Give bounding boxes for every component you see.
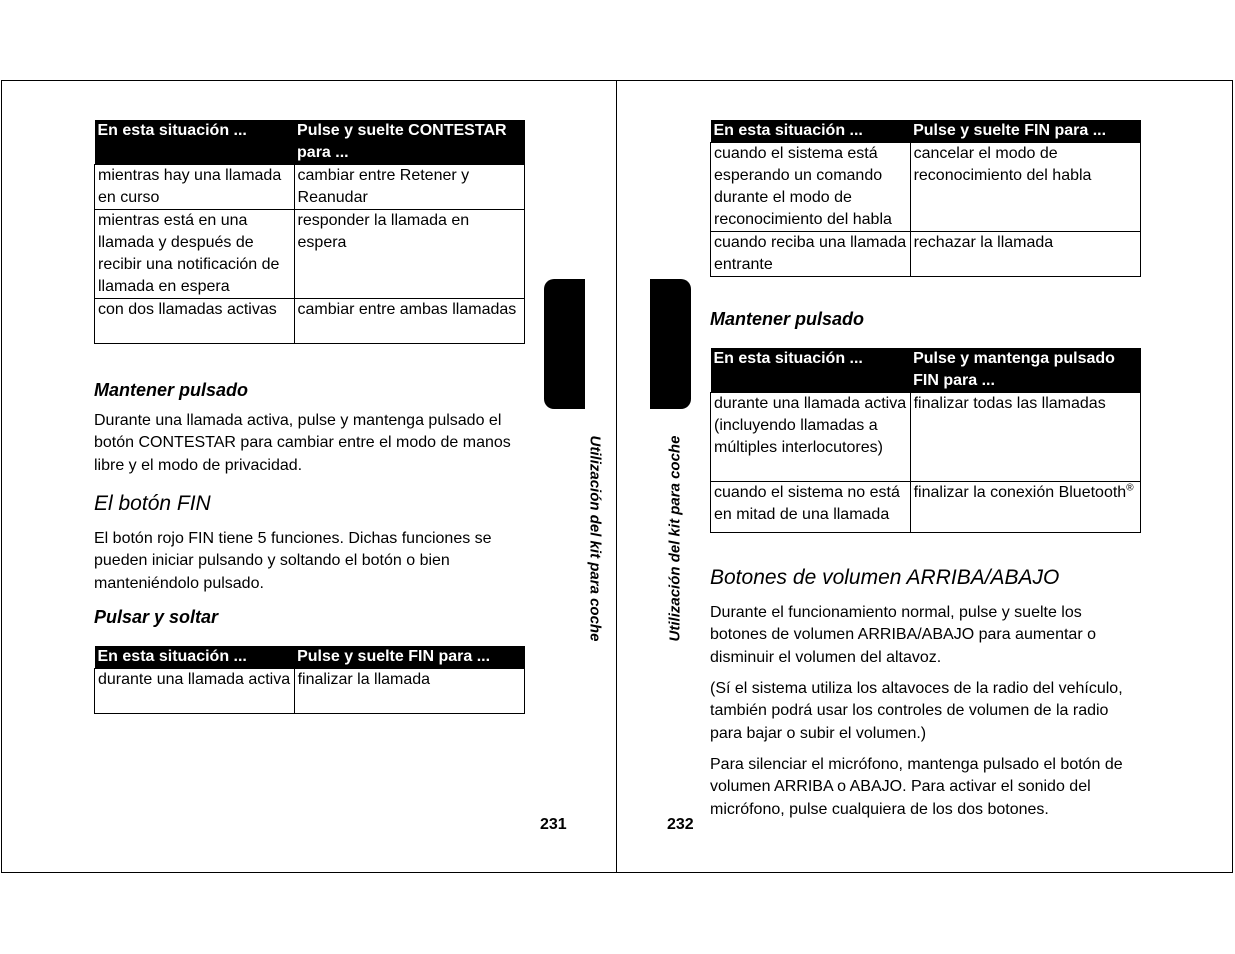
- table-cell: con dos llamadas activas: [95, 299, 295, 344]
- table-row: [711, 232, 1141, 277]
- table-row: [95, 165, 525, 210]
- table-header: En esta situación ...: [95, 646, 295, 669]
- side-label-right: Utilización del kit para coche: [666, 435, 684, 642]
- table-cell: finalizar todas las llamadas: [910, 393, 1140, 482]
- left-table-contestar: [94, 120, 525, 344]
- table-header: En esta situación ...: [711, 348, 911, 393]
- volumen-paragraph-1: Durante el funcionamiento normal, pulse y suelte los botones de volumen ARRIBA/ABAJO para aumentar o disminuir el volumen del altavoz.: [710, 604, 1096, 666]
- page-number-left: 231: [540, 816, 567, 833]
- table-cell: cambiar entre Retener y Reanudar: [294, 165, 524, 210]
- table-row: [95, 210, 525, 299]
- side-label-left: Utilización del kit para coche: [586, 435, 604, 642]
- table-header: Pulse y suelte CONTESTAR para ...: [294, 120, 524, 165]
- mantener-heading: Mantener pulsado: [94, 380, 249, 400]
- table-cell: cuando reciba una llamada entrante: [711, 232, 911, 277]
- right-table-fin: [710, 120, 1141, 277]
- table-header: En esta situación ...: [711, 120, 911, 143]
- section-tab-right: [650, 279, 691, 409]
- table-cell: rechazar la llamada: [910, 232, 1140, 277]
- volumen-paragraph-2: (Sí el sistema utiliza los altavoces de la radio del vehículo, también podrá usar los controles de volumen de la radio para bajar o subir el volumen.): [710, 680, 1123, 742]
- left-table-fin: [94, 646, 525, 714]
- table-cell: finalizar la llamada: [294, 669, 524, 714]
- table-cell: cambiar entre ambas llamadas: [294, 299, 524, 344]
- table-cell: mientras está en una llamada y después de recibir una notificación de llamada en espera: [95, 210, 295, 299]
- table-row: [95, 669, 525, 714]
- right-table-mantener: [710, 348, 1141, 533]
- table-cell: mientras hay una llamada en curso: [95, 165, 295, 210]
- mantener-heading-right: Mantener pulsado: [710, 309, 865, 329]
- section-heading-volumen: Botones de volumen ARRIBA/ABAJO: [710, 566, 1060, 589]
- table-header: Pulse y mantenga pulsado FIN para ...: [910, 348, 1140, 393]
- table-cell-text: finalizar la conexión Bluetooth: [913, 484, 1127, 501]
- page-number-right: 232: [667, 816, 694, 833]
- table-header: Pulse y suelte FIN para ...: [910, 120, 1140, 143]
- table-cell: durante una llamada activa: [95, 669, 295, 714]
- table-cell: cuando el sistema no está en mitad de una llamada: [711, 482, 911, 533]
- table-row: [711, 482, 1141, 533]
- section-tab-left: [544, 279, 585, 409]
- fin-paragraph: El botón rojo FIN tiene 5 funciones. Dichas funciones se pueden iniciar pulsando y soltando el botón o bien manteniéndolo pulsado.: [94, 530, 492, 592]
- table-row: [95, 299, 525, 344]
- table-header: Pulse y suelte FIN para ...: [294, 646, 524, 669]
- mantener-paragraph: Durante una llamada activa, pulse y mantenga pulsado el botón CONTESTAR para cambiar entre el modo de manos libre y el modo de privacidad.: [94, 412, 511, 474]
- table-cell: [910, 482, 1140, 533]
- table-cell: cuando el sistema está esperando un comando durante el modo de reconocimiento del habla: [711, 143, 911, 232]
- volumen-paragraph-3: Para silenciar el micrófono, mantenga pulsado el botón de volumen ARRIBA o ABAJO. Para activar el sonido del micrófono, pulse cualquiera de los dos botones.: [710, 756, 1123, 818]
- table-row: [711, 393, 1141, 482]
- table-cell: durante una llamada activa (incluyendo llamadas a múltiples interlocutores): [711, 393, 911, 482]
- table-cell: cancelar el modo de reconocimiento del habla: [910, 143, 1140, 232]
- pulsar-heading: Pulsar y soltar: [94, 607, 219, 627]
- table-row: [711, 143, 1141, 232]
- section-heading-fin: El botón FIN: [94, 492, 211, 515]
- table-header: En esta situación ...: [95, 120, 295, 165]
- page-divider: [616, 80, 617, 873]
- registered-mark: ®: [1126, 482, 1134, 494]
- table-cell: responder la llamada en espera: [294, 210, 524, 299]
